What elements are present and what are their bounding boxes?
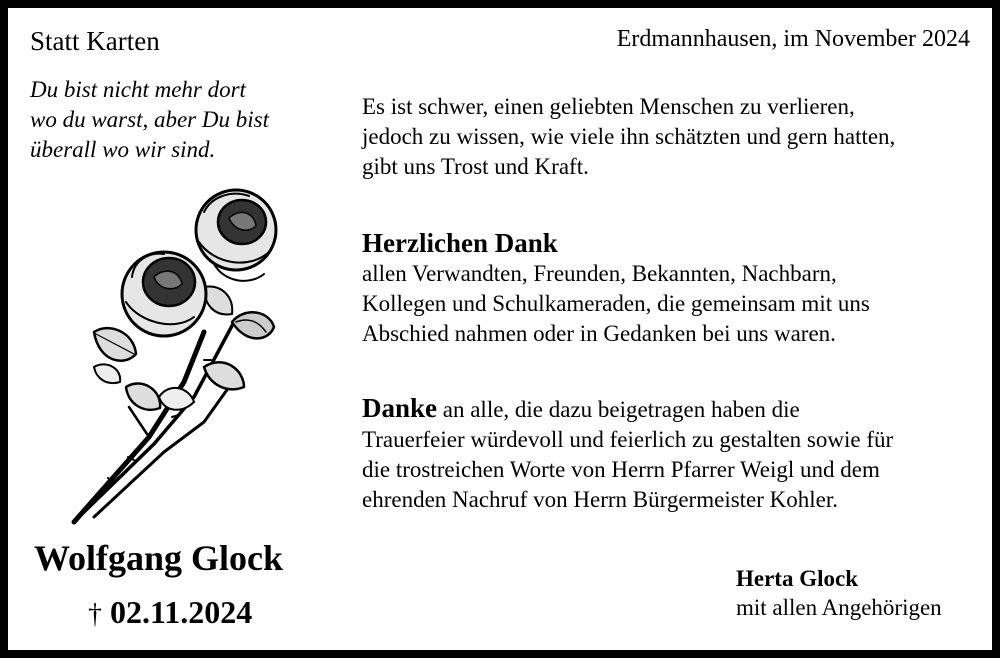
death-date: 02.11.2024 (110, 594, 253, 630)
danke-first-line-text: an alle, die dazu beigetragen haben die (437, 397, 800, 422)
signature-name: Herta Glock (736, 566, 858, 591)
thanks-line: Kollegen und Schulkameraden, die gemeinsam mit uns (362, 291, 870, 316)
danke-paragraph (362, 393, 893, 515)
danke-line: Trauerfeier würdevoll und feierlich zu gestalten sowie für (362, 427, 894, 452)
danke-line: ehrenden Nachruf von Herrn Bürgermeister Kohler. (362, 487, 839, 512)
thanks-line: Abschied nahmen oder in Gedanken bei uns waren. (362, 321, 836, 346)
poem-line: wo du warst, aber Du bist (30, 107, 269, 132)
thanks-paragraph (362, 259, 870, 349)
intro-line: Es ist schwer, einen geliebten Menschen zu verlieren, (362, 94, 855, 119)
danke-line: die trostreichen Worte von Herrn Pfarrer Weigl und dem (362, 457, 880, 482)
thanks-heading: Herzlichen Dank (362, 228, 558, 258)
death-line (88, 594, 252, 631)
intro-line: jedoch zu wissen, wie viele ihn schätzten und gern hatten, (362, 124, 896, 149)
statt-karten-label: Statt Karten (30, 26, 160, 56)
intro-line: gibt uns Trost und Kraft. (362, 154, 589, 179)
signature-relatives: mit allen Angehörigen (736, 595, 942, 620)
poem-line: überall wo wir sind. (30, 137, 216, 162)
deceased-name: Wolfgang Glock (34, 538, 284, 578)
danke-lead-word: Danke (362, 393, 438, 423)
cross-icon: † (88, 599, 102, 630)
poem (30, 75, 269, 165)
roses-illustration (54, 182, 289, 538)
thanks-line: allen Verwandten, Freunden, Bekannten, Nachbarn, (362, 261, 837, 286)
danke-first-line (362, 393, 893, 425)
poem-line: Du bist nicht mehr dort (30, 77, 246, 102)
place-date: Erdmannhausen, im November 2024 (616, 26, 970, 52)
intro-paragraph (362, 92, 895, 182)
